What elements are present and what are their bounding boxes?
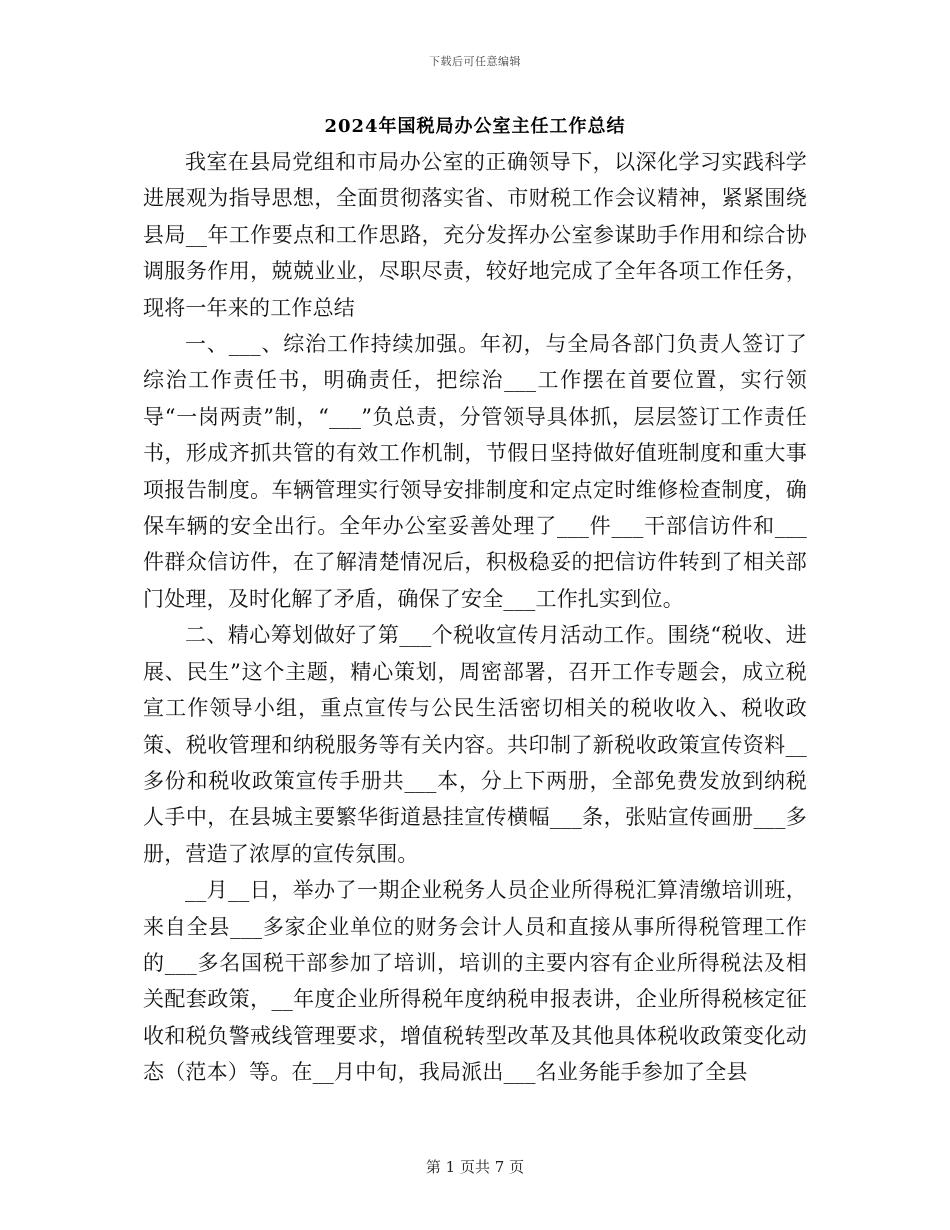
paragraph-training: __月__日，举办了一期企业税务人员企业所得税汇算清缴培训班，来自全县___多家企业单位的财务会计人员和直接从事所得税管理工作的___多名国税干部参加了培训，培训的主要内容有企业所得税法及相关配套政策，__年度企业所得税年度纳税申报表讲，企业所得税核定征收和税负警戒线管理要求，增值税转型改革及其他具体税收政策变化动态（范本）等。在__月中旬，我局派出___名业务能手参加了全县 (143, 878, 807, 1085)
document-body (143, 144, 807, 1091)
paragraph-intro: 我室在县局党组和市局办公室的正确领导下，以深化学习实践科学进展观为指导思想，全面贯彻落实省、市财税工作会议精神，紧紧围绕县局__年工作要点和工作思路，充分发挥办公室参谋助手作用和综合协调服务作用，兢兢业业，尽职尽责，较好地完成了全年各项工作任务，现将一年来的工作总结 (143, 150, 807, 320)
download-note: 下载后可任意编辑 (429, 55, 521, 68)
page-number: 第 1 页共 7 页 (425, 1158, 525, 1176)
paragraph-section-2: 二、精心筹划做好了第___个税收宣传月活动工作。围绕“税收、进展、民生”这个主题，精心策划，周密部署，召开工作专题会，成立税宣工作领导小组，重点宣传与公民生活密切相关的税收收入、税收政策、税收管理和纳税服务等有关内容。共印制了新税收政策宣传资料__多份和税收政策宣传手册共___本，分上下两册，全部免费发放到纳税人手中，在县城主要繁华街道悬挂宣传横幅___条，张贴宣传画册___多册，营造了浓厚的宣传氛围。 (143, 623, 807, 866)
paragraph-section-1: 一、___、综治工作持续加强。年初，与全局各部门负责人签订了综治工作责任书，明确责任，把综治___工作摆在首要位置，实行领导“一岗两责”制，“___”负总责，分管领导具体抓，层层签订工作责任书，形成齐抓共管的有效工作机制，节假日坚持做好值班制度和重大事项报告制度。车辆管理实行领导安排制度和定点定时维修检查制度，确保车辆的安全出行。全年办公室妥善处理了___件___干部信访件和___件群众信访件，在了解清楚情况后，积极稳妥的把信访件转到了相关部门处理，及时化解了矛盾，确保了安全___工作扎实到位。 (143, 332, 807, 611)
document-title: 2024年国税局办公室主任工作总结 (324, 116, 626, 137)
